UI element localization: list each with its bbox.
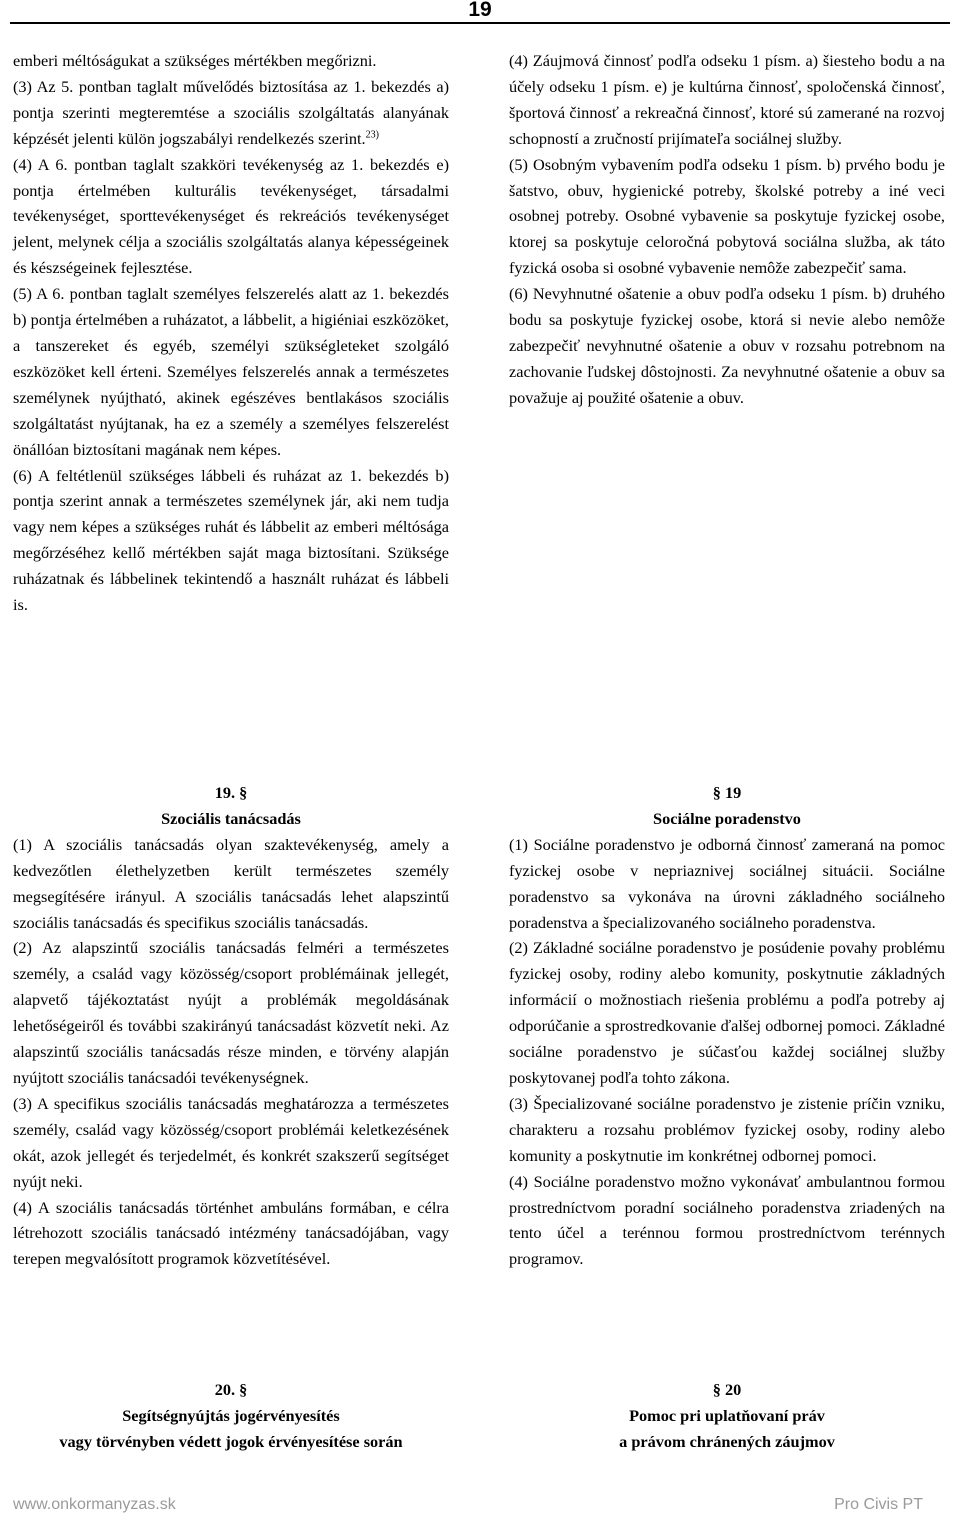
paragraph: (3) Az 5. pontban taglalt művelődés biztosítása az 1. bekezdés a) pontja szerinti megteremtése a szociális szolgáltatás alanyának képzését jelenti külön jogszabályi rendelkezés szerint.$^{23)}$ xyxy=(13,76,449,148)
paragraph: (4) A szociális tanácsadás történhet ambuláns formában, e célra létrehozott szociális tanácsadó intézmény tanácsadójában, vagy terepen megvalósított programok közvetítésével. xyxy=(13,1197,449,1269)
page-number: 19 xyxy=(468,0,492,21)
footnote-reference: 23) xyxy=(365,129,379,141)
top-right-column xyxy=(509,48,945,411)
section-title-line1: Segítségnyújtás jogérvényesítés xyxy=(122,1405,340,1425)
section-19-hungarian xyxy=(13,780,449,1272)
top-left-column xyxy=(13,48,449,618)
paragraph: (6) A feltétlenül szükséges lábbeli és ruházat az 1. bekezdés b) pontja szerint annak a természetes személynek jár, aki nem tudja vagy nem képes a szükséges ruhát és lábbelit az emberi méltósága megőrzéséhez kellő mértékben saját maga biztosítani. Szüksége ruházatnak és lábbelinek tekintendő a használt ruházat és lábbeli is. xyxy=(13,465,449,615)
paragraph: (5) A 6. pontban taglalt személyes felszerelés alatt az 1. bekezdés b) pontja értelmében a ruházatot, a lábbelit, a higiéniai eszközöket, a tanszereket és egyéb, személyi szükségleteket szolgáló eszközöket kell érteni. Személyes felszerelés annak a természetes személynek nyújtható, akinek egészéves bentlakásos szociális szolgáltatást nyújtanak, ha ez a személy a személyes felszerelést önállóan biztosítani magának nem képes. xyxy=(13,284,449,459)
section-heading xyxy=(13,1377,449,1455)
section-title: Sociálne poradenstvo xyxy=(653,808,801,828)
section-20-slovak xyxy=(509,1377,945,1455)
section-heading xyxy=(509,1377,945,1455)
paragraph: (4) Sociálne poradenstvo možno vykonávať ambulantnou formou prostredníctvom poradní sociálneho poradenstva zriadených na tento účel a terénnou formou prostredníctvom terénnych programov. xyxy=(509,1171,945,1269)
paragraph: (6) Nevyhnutné ošatenie a obuv podľa odseku 1 písm. b) druhého bodu sa poskytuje fyzickej osobe, ktorá si nevie alebo nemôže zabezpečiť nevyhnutné ošatenie a obuv v rozsahu potrebnom na zachovanie ľudskej dôstojnosti. Za nevyhnutné ošatenie a obuv sa považuje aj použité ošatenie a obuv. xyxy=(509,284,945,407)
paragraph: (1) Sociálne poradenstvo je odborná činnosť zameraná na pomoc fyzickej osobe v nepriaznivej sociálnej situácii. Sociálne poradenstvo sa vykonáva na úrovni základného sociálneho poradenstva a špecializovaného sociálneho poradenstva. xyxy=(509,834,945,932)
section-title-line1: Pomoc pri uplatňovaní práv xyxy=(629,1405,825,1425)
footer-website: www.onkormanyzas.sk xyxy=(13,1496,176,1513)
paragraph: (1) A szociális tanácsadás olyan szaktevékenység, amely a kedvezőtlen élethelyzetben került természetes személy megsegítésére irányul. A szociális tanácsadás lehet alapszintű szociális tanácsadás és specifikus szociális tanácsadás. xyxy=(13,834,449,932)
paragraph: (4) A 6. pontban taglalt szakköri tevékenység az 1. bekezdés e) pontja értelmében kulturális tevékenységet, társadalmi tevékenységet, sporttevékenységet és rekreációs tevékenységet jelent, melynek célja a szociális szolgáltatás alanya képességeinek és készségeinek fejlesztése. xyxy=(13,154,449,278)
paragraph: (2) Az alapszintű szociális tanácsadás felméri a természetes személy, a család vagy közösség/csoport problémáinak jellegét, alapvető tájékoztatást nyújt a problémák megoldásának lehetőségeiről és további szakirányú tanácsadást közvetít neki. Az alapszintű szociális tanácsadás része minden, e törvény alapján nyújtott szociális tanácsadói tevékenységnek. xyxy=(13,938,449,1087)
paragraph: (4) Záujmová činnosť podľa odseku 1 písm. a) šiesteho bodu a na účely odseku 1 písm. e) je kultúrna činnosť, spoločenská činnosť, športová činnosť a rekreačná činnosť, ktoré sú zamerané na rozvoj schopností a zručností prijímateľa sociálnej služby. xyxy=(509,51,945,148)
section-heading xyxy=(509,780,945,832)
section-title-line2: a právom chránených záujmov xyxy=(619,1431,835,1451)
paragraph: emberi méltóságukat a szükséges mértékben megőrizni. xyxy=(13,51,377,70)
section-heading xyxy=(13,780,449,832)
section-20-hungarian xyxy=(13,1377,449,1455)
section-number: § 19 xyxy=(712,783,742,802)
section-number: 19. § xyxy=(214,783,248,802)
paragraph: (3) A specifikus szociális tanácsadás meghatározza a természetes személy, család vagy közösség/csoport problémái keletkezésének okát, azok jellegét és terjedelmét, és konkrét szakszerű segítséget nyújt neki. xyxy=(13,1093,449,1191)
footer-publisher: Pro Civis PT xyxy=(834,1496,923,1513)
paragraph: (2) Základné sociálne poradenstvo je posúdenie povahy problému fyzickej osoby, rodiny alebo komunity, poskytnutie základných informácií o možnostiach riešenia problému a podľa potreby aj odporúčanie a sprostredkovanie ďalšej odbornej pomoci. Základné sociálne poradenstvo je súčasťou každej sociálnej služby poskytovanej podľa tohto zákona. xyxy=(509,938,945,1087)
header-rule xyxy=(10,22,950,24)
section-title-line2: vagy törvényben védett jogok érvényesítése során xyxy=(59,1431,403,1451)
section-number: 20. § xyxy=(214,1380,248,1399)
section-title: Szociális tanácsadás xyxy=(161,808,301,828)
paragraph: (5) Osobným vybavením podľa odseku 1 písm. b) prvého bodu je šatstvo, obuv, hygienické potreby, školské potreby a iné veci osobnej potreby. Osobné vybavenie sa poskytuje fyzickej osobe, ktorej sa poskytuje celoročná pobytová sociálna služba, ak táto fyzická osoba si osobné vybavenie nemôže zabezpečiť sama. xyxy=(509,154,945,278)
paragraph: (3) Špecializované sociálne poradenstvo je zistenie príčin vzniku, charakteru a rozsahu problémov fyzickej osoby, rodiny alebo komunity a poskytnutie im konkrétnej odbornej pomoci. xyxy=(509,1093,945,1165)
section-19-slovak xyxy=(509,780,945,1272)
section-number: § 20 xyxy=(712,1380,742,1399)
